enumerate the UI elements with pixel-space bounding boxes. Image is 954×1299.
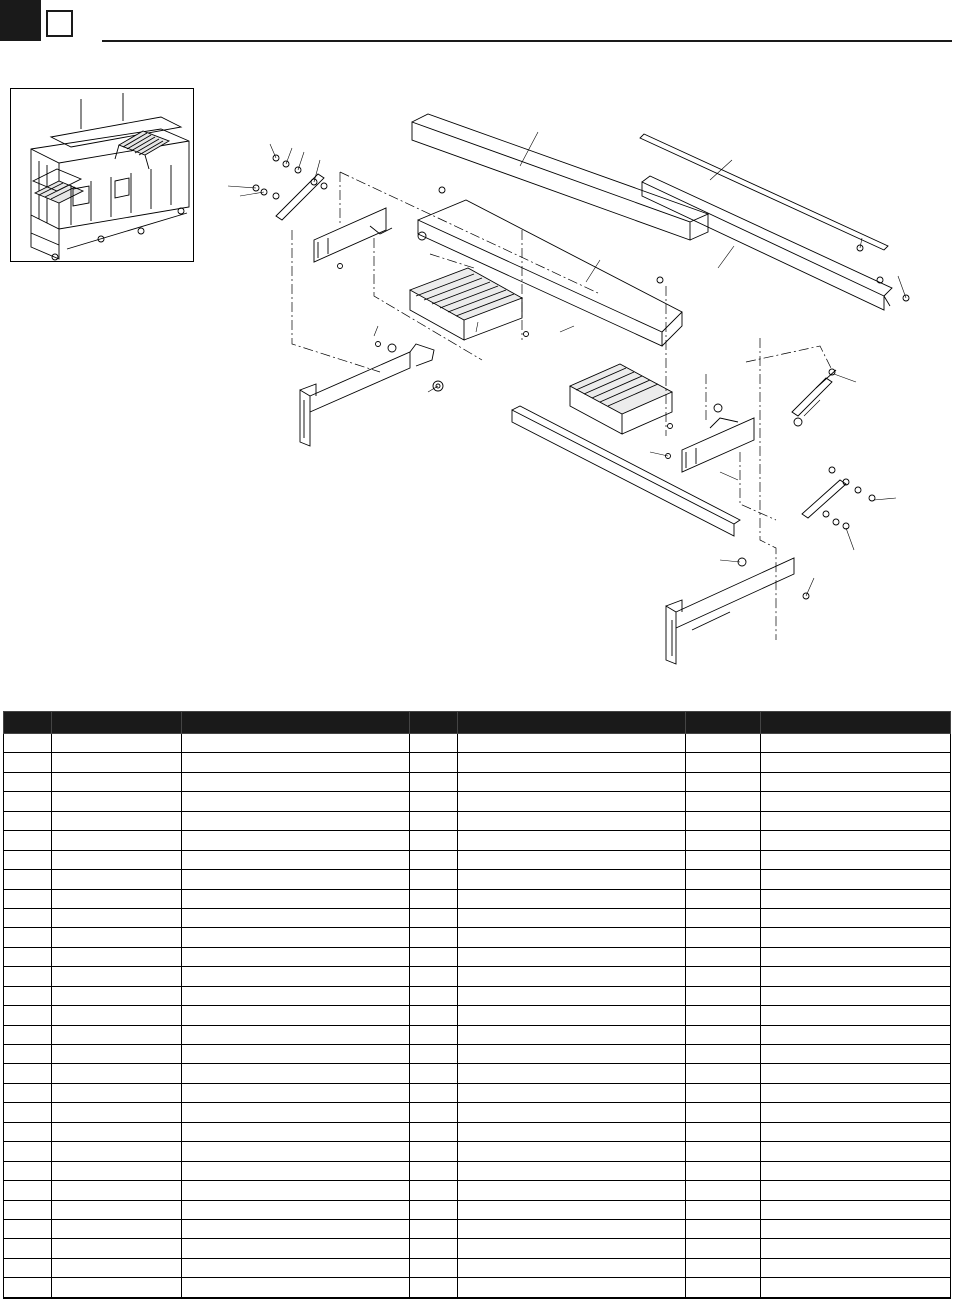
- table-cell: [52, 1200, 182, 1219]
- parts-table-body: [4, 734, 951, 1298]
- table-cell: [182, 1045, 410, 1064]
- table-row: [4, 811, 951, 830]
- table-row: [4, 1278, 951, 1298]
- table-cell: [4, 1142, 52, 1161]
- table-cell: [761, 1278, 951, 1298]
- table-cell: [4, 870, 52, 889]
- table-cell: [458, 1122, 686, 1141]
- table-cell: [458, 1278, 686, 1298]
- table-cell: [686, 772, 761, 791]
- table-cell: [52, 889, 182, 908]
- table-cell: [458, 1258, 686, 1277]
- table-cell: [761, 1122, 951, 1141]
- table-cell: [761, 1103, 951, 1122]
- table-cell: [4, 850, 52, 869]
- table-cell: [182, 772, 410, 791]
- table-cell: [52, 1278, 182, 1298]
- table-row: [4, 753, 951, 772]
- table-cell: [182, 1122, 410, 1141]
- table-cell: [686, 947, 761, 966]
- table-cell: [52, 1142, 182, 1161]
- table-cell: [458, 1045, 686, 1064]
- table-cell: [182, 831, 410, 850]
- table-cell: [410, 1142, 458, 1161]
- table-cell: [761, 870, 951, 889]
- table-cell: [686, 1025, 761, 1044]
- table-cell: [182, 1083, 410, 1102]
- table-cell: [761, 986, 951, 1005]
- table-cell: [410, 792, 458, 811]
- table-cell: [686, 1122, 761, 1141]
- table-cell: [686, 1278, 761, 1298]
- table-cell: [52, 1161, 182, 1180]
- table-cell: [52, 1045, 182, 1064]
- table-cell: [182, 928, 410, 947]
- table-cell: [410, 947, 458, 966]
- table-cell: [458, 792, 686, 811]
- table-cell: [52, 1181, 182, 1200]
- table-cell: [182, 967, 410, 986]
- table-cell: [410, 908, 458, 927]
- table-cell: [761, 1219, 951, 1238]
- table-cell: [761, 967, 951, 986]
- table-cell: [52, 967, 182, 986]
- table-row: [4, 870, 951, 889]
- table-cell: [761, 831, 951, 850]
- table-cell: [4, 967, 52, 986]
- table-cell: [4, 1122, 52, 1141]
- table-cell: [52, 792, 182, 811]
- table-cell: [458, 772, 686, 791]
- table-cell: [761, 928, 951, 947]
- table-cell: [458, 1161, 686, 1180]
- table-cell: [761, 1064, 951, 1083]
- table-cell: [458, 947, 686, 966]
- table-cell: [410, 1083, 458, 1102]
- table-cell: [52, 1122, 182, 1141]
- table-cell: [4, 908, 52, 927]
- section-tab: [0, 0, 41, 41]
- table-cell: [410, 1278, 458, 1298]
- table-cell: [410, 1045, 458, 1064]
- table-cell: [182, 1278, 410, 1298]
- table-cell: [52, 1083, 182, 1102]
- table-cell: [4, 772, 52, 791]
- table-cell: [4, 1064, 52, 1083]
- table-cell: [182, 1025, 410, 1044]
- table-row: [4, 1045, 951, 1064]
- table-row: [4, 1064, 951, 1083]
- table-cell: [182, 986, 410, 1005]
- table-cell: [686, 792, 761, 811]
- table-cell: [182, 1181, 410, 1200]
- parts-table-header: [4, 712, 951, 734]
- table-cell: [410, 1219, 458, 1238]
- table-cell: [458, 1200, 686, 1219]
- table-row: [4, 772, 951, 791]
- table-cell: [458, 908, 686, 927]
- table-cell: [458, 831, 686, 850]
- table-row: [4, 1025, 951, 1044]
- table-cell: [458, 986, 686, 1005]
- table-cell: [458, 734, 686, 753]
- table-cell: [686, 1239, 761, 1258]
- table-cell: [52, 1258, 182, 1277]
- table-cell: [182, 889, 410, 908]
- table-cell: [182, 1200, 410, 1219]
- table-cell: [686, 1219, 761, 1238]
- table-cell: [686, 870, 761, 889]
- table-cell: [761, 1025, 951, 1044]
- table-row: [4, 947, 951, 966]
- col-part-number-header: [52, 712, 182, 734]
- table-cell: [410, 1161, 458, 1180]
- table-cell: [761, 1258, 951, 1277]
- table-cell: [52, 734, 182, 753]
- table-row: [4, 1219, 951, 1238]
- table-cell: [458, 870, 686, 889]
- table-cell: [686, 986, 761, 1005]
- table-cell: [686, 1064, 761, 1083]
- table-cell: [686, 967, 761, 986]
- exploded-parts-icon: [220, 100, 950, 670]
- table-cell: [686, 850, 761, 869]
- table-cell: [182, 1161, 410, 1180]
- table-row: [4, 1258, 951, 1277]
- table-cell: [410, 831, 458, 850]
- table-cell: [686, 889, 761, 908]
- table-cell: [458, 1239, 686, 1258]
- table-cell: [182, 1064, 410, 1083]
- table-row: [4, 889, 951, 908]
- table-cell: [458, 889, 686, 908]
- table-cell: [52, 870, 182, 889]
- table-cell: [458, 811, 686, 830]
- table-cell: [52, 772, 182, 791]
- table-cell: [761, 1045, 951, 1064]
- table-cell: [410, 753, 458, 772]
- table-cell: [52, 928, 182, 947]
- table-cell: [4, 889, 52, 908]
- table-row: [4, 831, 951, 850]
- table-cell: [686, 1258, 761, 1277]
- table-cell: [4, 1006, 52, 1025]
- parts-table: [3, 711, 951, 1299]
- table-cell: [761, 1006, 951, 1025]
- table-cell: [4, 947, 52, 966]
- table-cell: [52, 908, 182, 927]
- table-cell: [182, 1006, 410, 1025]
- table-row: [4, 1200, 951, 1219]
- table-row: [4, 928, 951, 947]
- table-cell: [686, 1103, 761, 1122]
- table-cell: [410, 928, 458, 947]
- table-cell: [4, 1025, 52, 1044]
- table-cell: [458, 1025, 686, 1044]
- table-cell: [686, 1181, 761, 1200]
- table-cell: [4, 811, 52, 830]
- table-cell: [4, 734, 52, 753]
- table-cell: [761, 792, 951, 811]
- table-cell: [410, 734, 458, 753]
- table-cell: [410, 772, 458, 791]
- table-cell: [458, 753, 686, 772]
- col-code-header: [686, 712, 761, 734]
- table-row: [4, 986, 951, 1005]
- table-row: [4, 792, 951, 811]
- col-description-header: [182, 712, 410, 734]
- table-cell: [410, 1258, 458, 1277]
- table-cell: [4, 986, 52, 1005]
- table-cell: [410, 870, 458, 889]
- table-cell: [52, 947, 182, 966]
- table-cell: [52, 1103, 182, 1122]
- table-cell: [182, 753, 410, 772]
- table-cell: [458, 1064, 686, 1083]
- table-cell: [4, 1181, 52, 1200]
- table-cell: [4, 1083, 52, 1102]
- table-cell: [182, 734, 410, 753]
- table-cell: [410, 811, 458, 830]
- table-cell: [4, 1161, 52, 1180]
- table-cell: [410, 889, 458, 908]
- table-cell: [4, 753, 52, 772]
- table-row: [4, 908, 951, 927]
- table-cell: [686, 734, 761, 753]
- table-cell: [458, 1083, 686, 1102]
- table-row: [4, 967, 951, 986]
- table-cell: [410, 1200, 458, 1219]
- table-cell: [52, 753, 182, 772]
- table-cell: [52, 831, 182, 850]
- table-cell: [686, 1200, 761, 1219]
- table-cell: [52, 986, 182, 1005]
- table-cell: [761, 908, 951, 927]
- table-cell: [410, 1181, 458, 1200]
- table-cell: [52, 1239, 182, 1258]
- table-cell: [4, 1103, 52, 1122]
- table-row: [4, 1239, 951, 1258]
- table-cell: [458, 1181, 686, 1200]
- table-cell: [761, 947, 951, 966]
- table-cell: [686, 811, 761, 830]
- table-cell: [458, 1142, 686, 1161]
- table-cell: [410, 1006, 458, 1025]
- table-cell: [458, 967, 686, 986]
- table-cell: [4, 831, 52, 850]
- table-row: [4, 1181, 951, 1200]
- table-cell: [761, 772, 951, 791]
- table-cell: [182, 1239, 410, 1258]
- table-cell: [761, 811, 951, 830]
- table-cell: [761, 1200, 951, 1219]
- table-cell: [182, 811, 410, 830]
- table-cell: [182, 850, 410, 869]
- table-cell: [686, 753, 761, 772]
- table-cell: [761, 889, 951, 908]
- col-remarks-header: [761, 712, 951, 734]
- machine-overview-icon: [11, 89, 194, 262]
- table-cell: [686, 831, 761, 850]
- table-cell: [52, 811, 182, 830]
- machine-thumbnail: [10, 88, 194, 262]
- table-cell: [410, 850, 458, 869]
- table-cell: [761, 1181, 951, 1200]
- table-cell: [52, 1006, 182, 1025]
- table-cell: [4, 928, 52, 947]
- table-cell: [458, 1103, 686, 1122]
- table-cell: [4, 1219, 52, 1238]
- table-cell: [410, 1239, 458, 1258]
- table-cell: [182, 792, 410, 811]
- table-cell: [182, 1258, 410, 1277]
- table-cell: [410, 967, 458, 986]
- table-cell: [410, 1064, 458, 1083]
- table-cell: [4, 1200, 52, 1219]
- table-row: [4, 1161, 951, 1180]
- table-cell: [182, 870, 410, 889]
- table-cell: [182, 1219, 410, 1238]
- col-spec-header: [458, 712, 686, 734]
- table-cell: [410, 1025, 458, 1044]
- table-cell: [761, 1239, 951, 1258]
- table-row: [4, 734, 951, 753]
- table-cell: [410, 1103, 458, 1122]
- table-cell: [761, 1083, 951, 1102]
- table-cell: [686, 928, 761, 947]
- page-indicator-box: [46, 10, 73, 37]
- table-cell: [182, 947, 410, 966]
- table-row: [4, 850, 951, 869]
- table-cell: [761, 753, 951, 772]
- table-cell: [52, 850, 182, 869]
- table-row: [4, 1006, 951, 1025]
- table-cell: [761, 850, 951, 869]
- table-cell: [458, 1219, 686, 1238]
- table-cell: [458, 1006, 686, 1025]
- table-cell: [761, 734, 951, 753]
- table-cell: [686, 1083, 761, 1102]
- table-cell: [4, 792, 52, 811]
- table-cell: [4, 1258, 52, 1277]
- table-cell: [686, 1161, 761, 1180]
- table-cell: [4, 1278, 52, 1298]
- table-cell: [761, 1142, 951, 1161]
- table-cell: [686, 1006, 761, 1025]
- col-qty-header: [410, 712, 458, 734]
- table-cell: [410, 986, 458, 1005]
- table-cell: [52, 1064, 182, 1083]
- exploded-parts-diagram: [220, 100, 950, 670]
- table-cell: [4, 1239, 52, 1258]
- col-no-header: [4, 712, 52, 734]
- table-cell: [458, 850, 686, 869]
- table-cell: [458, 928, 686, 947]
- header-rule: [102, 40, 952, 42]
- table-cell: [686, 1142, 761, 1161]
- table-cell: [52, 1219, 182, 1238]
- table-cell: [686, 1045, 761, 1064]
- table-cell: [686, 908, 761, 927]
- table-cell: [182, 908, 410, 927]
- table-cell: [4, 1045, 52, 1064]
- table-cell: [761, 1161, 951, 1180]
- table-cell: [182, 1103, 410, 1122]
- table-cell: [410, 1122, 458, 1141]
- table-row: [4, 1083, 951, 1102]
- table-cell: [52, 1025, 182, 1044]
- table-cell: [182, 1142, 410, 1161]
- table-row: [4, 1103, 951, 1122]
- table-row: [4, 1122, 951, 1141]
- table-row: [4, 1142, 951, 1161]
